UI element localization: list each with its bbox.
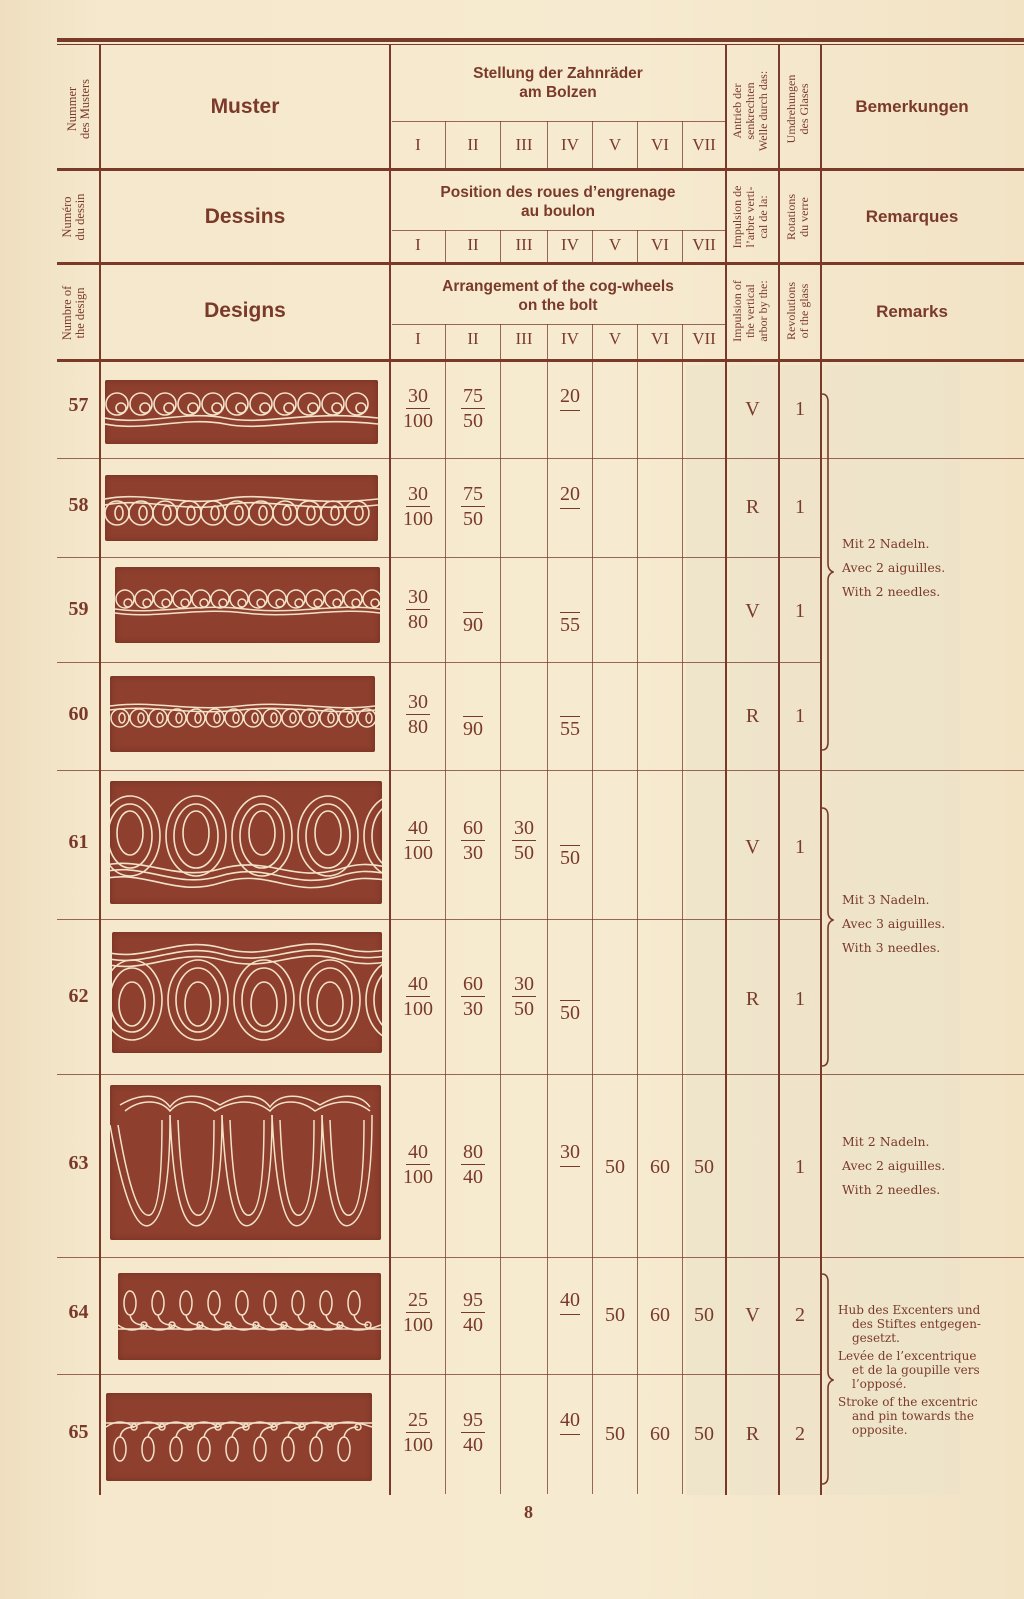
gear-IV-value: 50 bbox=[560, 1002, 580, 1024]
impulsion-value: V bbox=[745, 398, 760, 420]
remark-needles-3: Mit 3 Nadeln. Avec 3 aiguilles. With 3 needles. bbox=[842, 892, 946, 955]
gear-col-label: VII bbox=[692, 135, 716, 154]
header-rule-1 bbox=[57, 168, 1024, 171]
remark-de: Hub des Excenters und des Stiftes entgegen- gesetzt. bbox=[838, 1303, 981, 1345]
gear-V-value: 50 bbox=[605, 1423, 625, 1445]
header-impulsion-de: Antrieb der senkrechten Welle durch das: bbox=[730, 70, 770, 152]
col-rule-impulsion bbox=[725, 45, 727, 1495]
gear-IV-value: 40 bbox=[548, 1288, 592, 1315]
gear-col-label: I bbox=[415, 329, 421, 348]
gear-col-label: V bbox=[608, 235, 622, 254]
gear-col-label: II bbox=[467, 135, 479, 154]
looped-pattern-icon bbox=[110, 781, 382, 904]
pattern-design-65 bbox=[106, 1393, 372, 1481]
gear-col-label: VI bbox=[651, 235, 669, 254]
row-number: 61 bbox=[68, 831, 89, 853]
impulsion-value: R bbox=[745, 1423, 760, 1445]
revolutions-value: 1 bbox=[795, 600, 805, 622]
impulsion-value: V bbox=[745, 600, 760, 622]
revolutions-value: 1 bbox=[795, 1156, 805, 1178]
page-number: 8 bbox=[524, 1502, 533, 1522]
gear-IV-value: 40 bbox=[548, 1408, 592, 1435]
gear-col-label: III bbox=[515, 235, 533, 254]
gear-II-value: 90 bbox=[463, 614, 483, 636]
gear-VI-value: 60 bbox=[650, 1156, 670, 1178]
top-double-rule bbox=[57, 38, 1024, 42]
gear-IV-value: 55 bbox=[560, 614, 580, 636]
header-impulsion-en: Impulsion of the vertical arbor by the: bbox=[730, 280, 770, 342]
row-separator bbox=[57, 1374, 820, 1375]
row-number: 63 bbox=[68, 1152, 89, 1174]
gear-III-value: $\frac{30}{50}$ bbox=[514, 973, 534, 1020]
gear-II-value: 90 bbox=[463, 718, 483, 740]
gear-col-label: V bbox=[608, 329, 622, 348]
looped-pattern-icon bbox=[118, 1273, 381, 1360]
revolutions-value: 1 bbox=[795, 496, 805, 518]
gear-I-value: $\frac{25}{100}$ bbox=[403, 1409, 433, 1456]
impulsion-value: R bbox=[745, 988, 760, 1010]
header-revolutions-fr: Rotations du verre bbox=[784, 194, 811, 241]
row-number: 58 bbox=[68, 494, 89, 516]
revolutions-value: 1 bbox=[795, 836, 805, 858]
gear-subheader-rule bbox=[392, 230, 725, 231]
header-rule-2 bbox=[57, 262, 1024, 265]
remark-excentric-stroke bbox=[838, 1303, 981, 1441]
gear-III-value: $\frac{30}{50}$ bbox=[514, 817, 534, 864]
col-rule-revolutions bbox=[778, 45, 780, 1495]
gear-col-label: I bbox=[415, 135, 421, 154]
gear-VI-value: 60 bbox=[650, 1423, 670, 1445]
gear-subheader-rule bbox=[392, 121, 725, 122]
gear-col-label: VI bbox=[651, 135, 669, 154]
gear-II-value: $\frac{95}{40}$ bbox=[463, 1289, 483, 1336]
header-remarks-en: Remarks bbox=[876, 302, 948, 321]
looped-pattern-icon bbox=[105, 475, 378, 541]
gear-IV-value: 55 bbox=[560, 718, 580, 740]
gear-I-value: $\frac{30}{80}$ bbox=[408, 691, 428, 738]
pattern-design-62 bbox=[112, 932, 382, 1053]
pattern-design-60 bbox=[110, 676, 375, 752]
gear-col-label: V bbox=[608, 135, 622, 154]
gear-II-value: $\frac{75}{50}$ bbox=[463, 385, 483, 432]
pattern-design-63 bbox=[110, 1085, 381, 1240]
header-rule-3 bbox=[57, 359, 1024, 362]
header-gear-group-en: Arrangement of the cog-wheels on the bolt bbox=[442, 278, 674, 314]
brace-icon bbox=[820, 1272, 834, 1486]
gear-VII-value: 50 bbox=[694, 1304, 714, 1326]
col-rule-gear bbox=[500, 324, 501, 1494]
gear-V-value: 50 bbox=[605, 1156, 625, 1178]
revolutions-value: 2 bbox=[795, 1423, 805, 1445]
gear-IV-value: 50 bbox=[560, 847, 580, 869]
gear-VII-value: 50 bbox=[694, 1423, 714, 1445]
gear-I-value: $\frac{30}{100}$ bbox=[403, 483, 433, 530]
revolutions-value: 1 bbox=[795, 398, 805, 420]
pattern-design-58 bbox=[105, 475, 378, 541]
header-gear-group-de: Stellung der Zahnräder am Bolzen bbox=[473, 65, 643, 101]
gear-I-value: $\frac{30}{100}$ bbox=[403, 385, 433, 432]
remark-fr: Levée de l’excentrique et de la goupille vers l’opposé. bbox=[838, 1349, 980, 1391]
gear-col-label: IV bbox=[561, 329, 579, 348]
gear-IV-value: 20 bbox=[548, 482, 592, 509]
gear-IV-value: 20 bbox=[548, 384, 592, 411]
impulsion-value: V bbox=[745, 836, 760, 858]
gear-VI-value: 60 bbox=[650, 1304, 670, 1326]
gear-I-value: $\frac{40}{100}$ bbox=[403, 817, 433, 864]
row-separator bbox=[57, 919, 820, 920]
header-design-fr: Dessins bbox=[204, 205, 286, 228]
pattern-design-61 bbox=[110, 781, 382, 904]
impulsion-value: V bbox=[745, 1304, 760, 1326]
gear-col-label: III bbox=[515, 329, 533, 348]
gear-I-value: $\frac{30}{80}$ bbox=[408, 586, 428, 633]
row-number: 60 bbox=[68, 703, 89, 725]
looped-pattern-icon bbox=[105, 380, 378, 444]
row-number: 65 bbox=[68, 1421, 89, 1443]
gear-col-label: I bbox=[415, 235, 421, 254]
header-remarks-fr: Remarques bbox=[865, 207, 959, 226]
brace-icon bbox=[820, 806, 834, 1068]
revolutions-value: 2 bbox=[795, 1304, 805, 1326]
impulsion-value: R bbox=[745, 496, 760, 518]
revolutions-value: 1 bbox=[795, 988, 805, 1010]
gear-IV-value: 30 bbox=[548, 1140, 592, 1167]
gear-II-value: $\frac{95}{40}$ bbox=[463, 1409, 483, 1456]
gear-subheader-rule bbox=[392, 324, 725, 325]
header-gear-group-fr: Position des roues d’engrenage au boulon bbox=[440, 184, 676, 220]
looped-pattern-icon bbox=[115, 567, 380, 643]
header-remarks-de: Bemerkungen bbox=[855, 97, 969, 116]
row-number: 64 bbox=[68, 1301, 89, 1323]
gear-col-label: II bbox=[467, 329, 479, 348]
brace-icon bbox=[820, 392, 834, 752]
looped-pattern-icon bbox=[110, 676, 375, 752]
pattern-design-57 bbox=[105, 380, 378, 444]
impulsion-value: R bbox=[745, 705, 760, 727]
pattern-design-64 bbox=[118, 1273, 381, 1360]
gear-col-label: IV bbox=[561, 235, 579, 254]
gear-II-value: $\frac{60}{30}$ bbox=[463, 973, 483, 1020]
header-revolutions-de: Umdrehungen des Glases bbox=[784, 74, 811, 144]
row-separator bbox=[57, 1257, 1024, 1258]
looped-pattern-icon bbox=[110, 1085, 381, 1240]
looped-pattern-icon bbox=[112, 932, 382, 1053]
col-rule-design bbox=[389, 45, 391, 1495]
gear-II-value: $\frac{60}{30}$ bbox=[463, 817, 483, 864]
row-separator bbox=[57, 458, 1024, 459]
header-number-de: Nummer des Musters bbox=[65, 78, 92, 140]
gear-col-label: VII bbox=[692, 329, 716, 348]
gear-I-value: $\frac{40}{100}$ bbox=[403, 973, 433, 1020]
row-separator bbox=[57, 557, 820, 558]
gear-col-label: VI bbox=[651, 329, 669, 348]
pattern-design-59 bbox=[115, 567, 380, 643]
header-number-fr: Numéro du dessin bbox=[60, 193, 87, 241]
gear-col-label: III bbox=[515, 135, 533, 154]
revolutions-value: 1 bbox=[795, 705, 805, 727]
remark-needles-2: Mit 2 Nadeln. Avec 2 aiguilles. With 2 needles. bbox=[842, 1134, 946, 1197]
gear-VII-value: 50 bbox=[694, 1156, 714, 1178]
header-impulsion-fr: Impulsion de l’arbre verti- cal de la: bbox=[730, 185, 770, 249]
gear-I-value: $\frac{40}{100}$ bbox=[403, 1141, 433, 1188]
gear-col-label: VII bbox=[692, 235, 716, 254]
looped-pattern-icon bbox=[106, 1393, 372, 1481]
row-separator bbox=[57, 1074, 1024, 1075]
header-design-de: Muster bbox=[210, 95, 280, 118]
row-number: 59 bbox=[68, 598, 89, 620]
gear-V-value: 50 bbox=[605, 1304, 625, 1326]
col-rule-number bbox=[99, 45, 101, 1495]
remark-en: Stroke of the excentric and pin towards the opposite. bbox=[838, 1395, 978, 1437]
row-separator bbox=[57, 662, 820, 663]
row-separator bbox=[57, 770, 1024, 771]
header-revolutions-en: Revolutions of the glass bbox=[784, 282, 811, 341]
gear-II-value: $\frac{75}{50}$ bbox=[463, 483, 483, 530]
gear-I-value: $\frac{25}{100}$ bbox=[403, 1289, 433, 1336]
row-number: 57 bbox=[68, 394, 89, 416]
gear-II-value: $\frac{80}{40}$ bbox=[463, 1141, 483, 1188]
row-number: 62 bbox=[68, 985, 89, 1007]
header-number-en: Numbre of the design bbox=[60, 285, 87, 341]
remark-needles-2: Mit 2 Nadeln. Avec 2 aiguilles. With 2 needles. bbox=[842, 536, 946, 599]
gear-col-label: IV bbox=[561, 135, 579, 154]
top-thin-rule bbox=[57, 44, 1024, 45]
header-design-en: Designs bbox=[204, 299, 286, 322]
gear-col-label: II bbox=[467, 235, 479, 254]
